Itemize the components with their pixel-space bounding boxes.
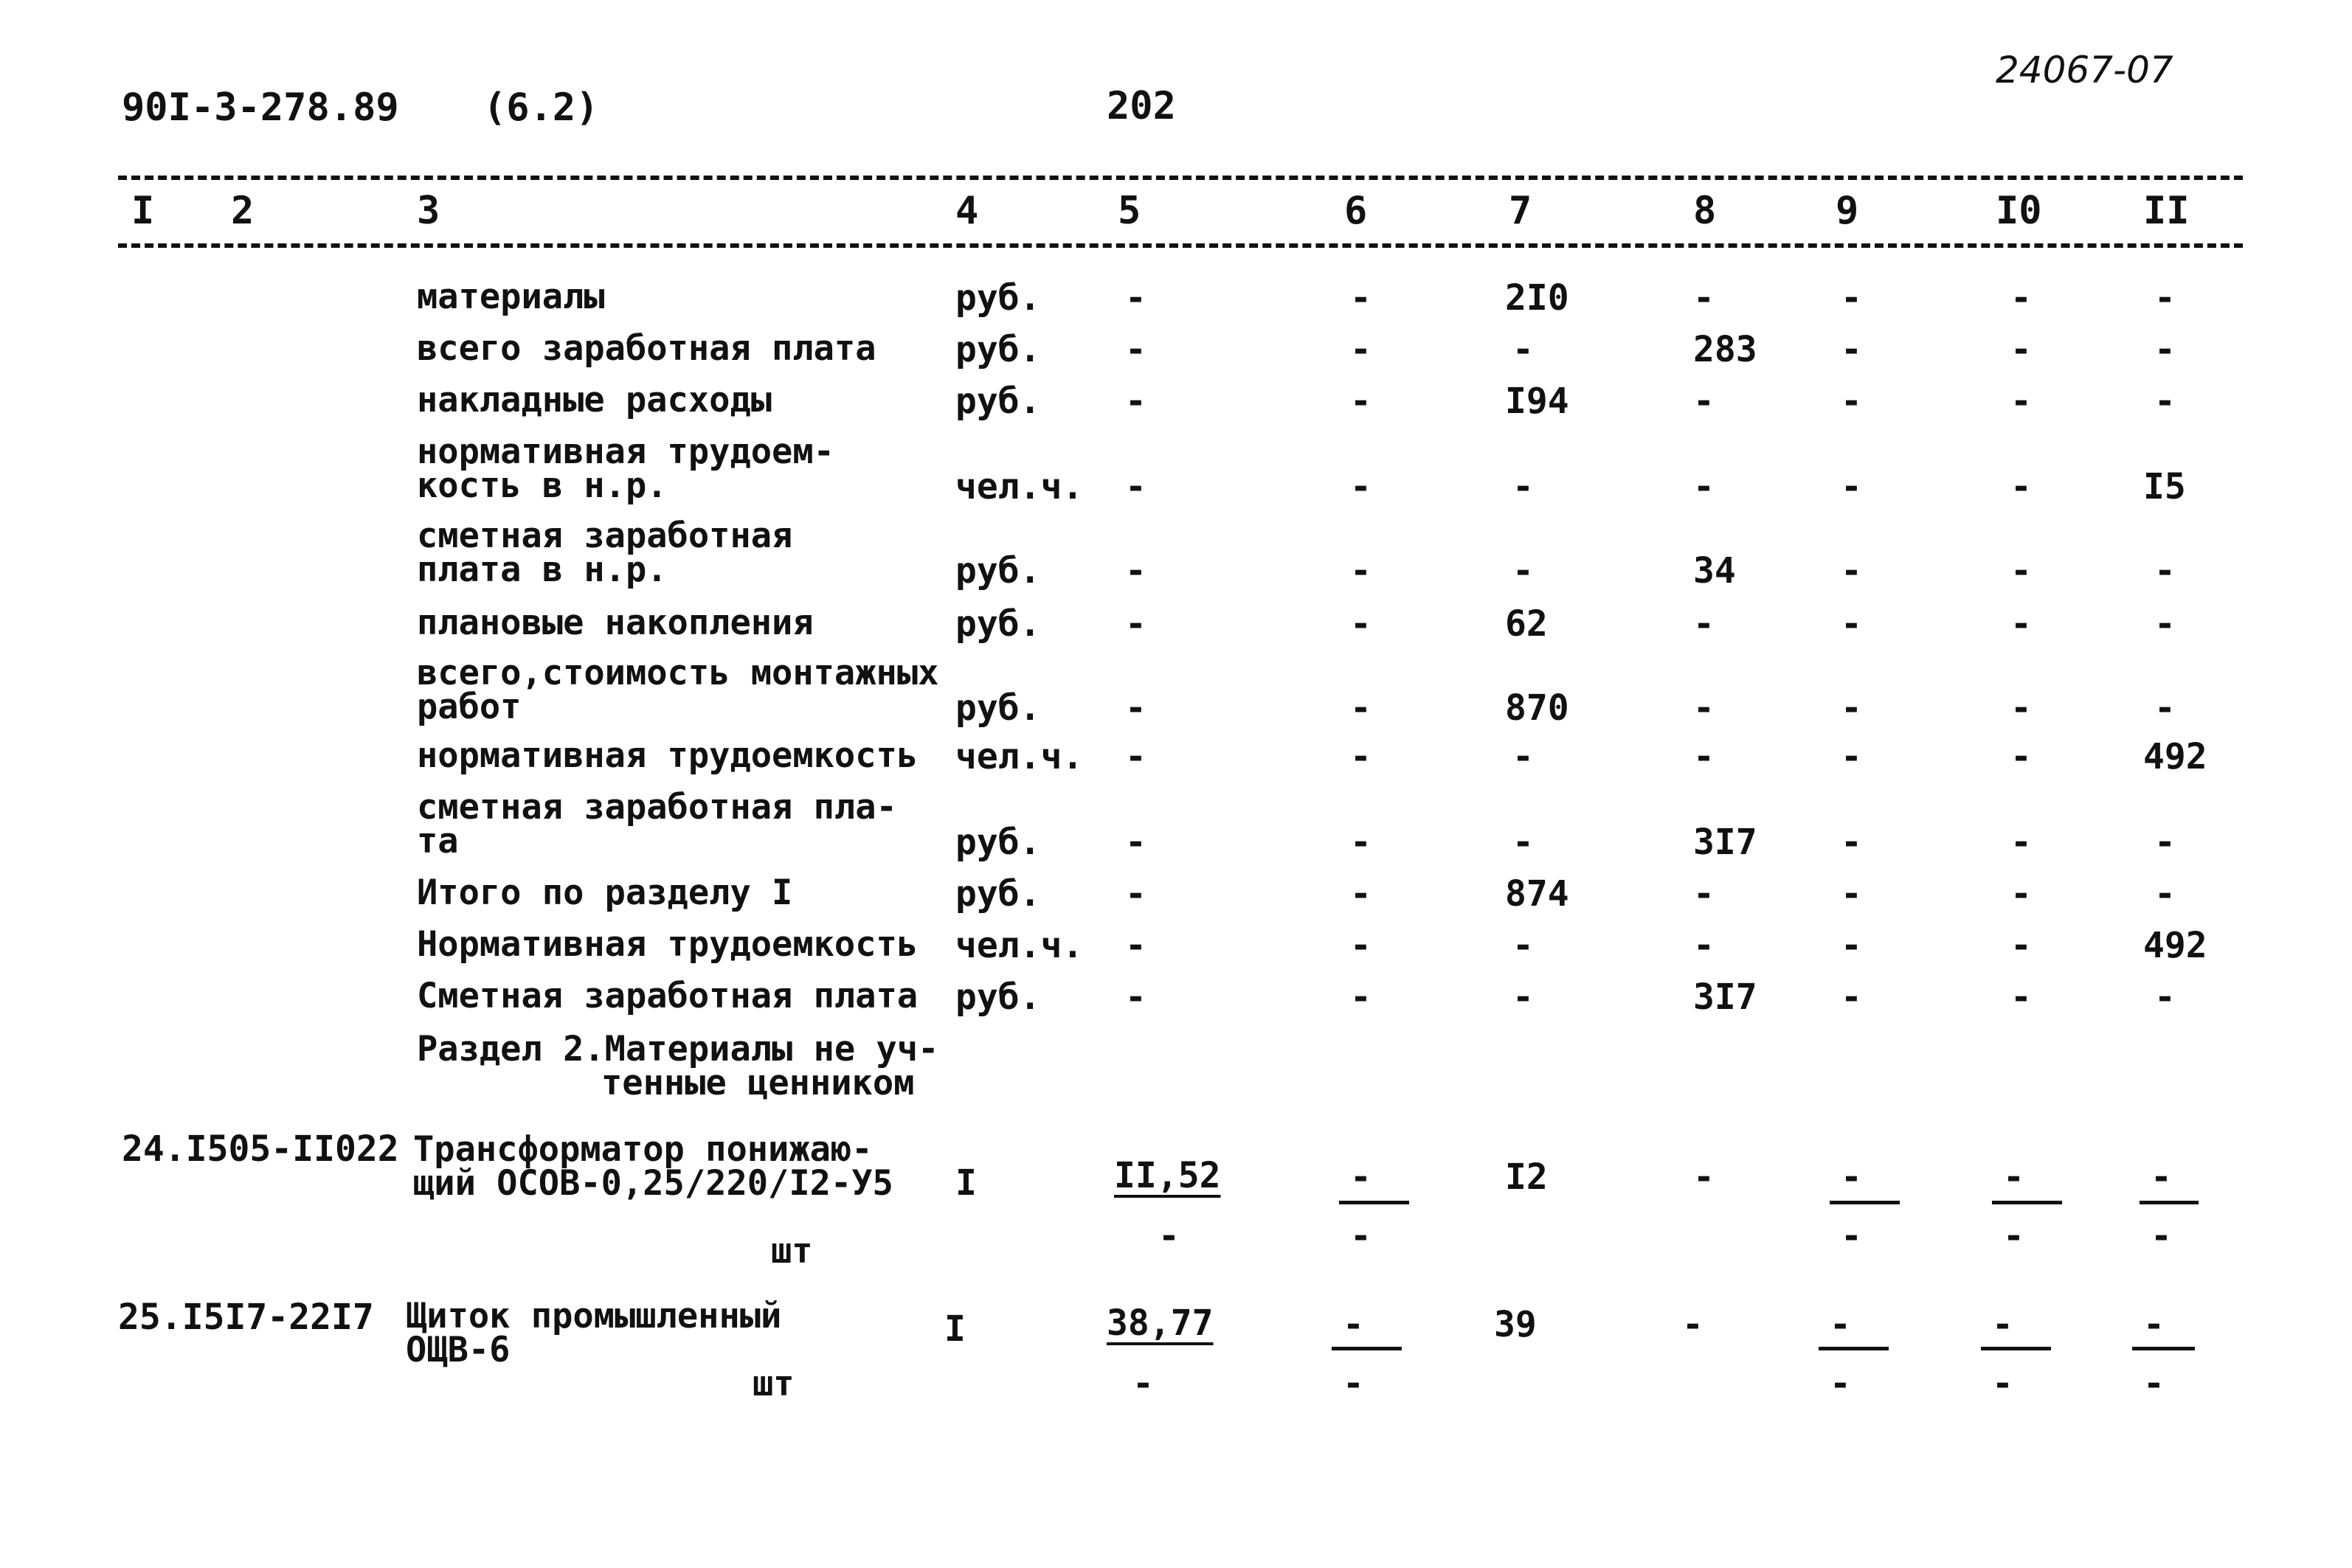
item-col6-top: - (1350, 1156, 1372, 1198)
item-col11-bottom: - (2143, 1363, 2165, 1404)
row-col6: - (1350, 687, 1372, 729)
row-col6: - (1350, 736, 1372, 777)
row-col8: - (1693, 277, 1715, 319)
item-col7: I2 (1505, 1156, 1548, 1198)
row-unit: руб. (955, 603, 1041, 645)
row-col7: - (1512, 822, 1534, 863)
column-number: 7 (1509, 189, 1532, 233)
row-col5: - (1125, 550, 1146, 592)
row-name-line1: всего,стоимость монтажных (417, 653, 939, 693)
row-name: Сметная заработная плата (417, 976, 919, 1016)
row-unit: руб. (955, 822, 1041, 863)
fraction-bar (1981, 1347, 2051, 1350)
row-col5: - (1125, 466, 1146, 507)
row-col8: 34 (1693, 550, 1736, 592)
header-rule-bottom (118, 243, 2243, 248)
item-col11-top: - (2143, 1304, 2165, 1345)
row-col9: - (1841, 550, 1862, 592)
row-col7: 62 (1505, 603, 1548, 645)
item-quantity: I (944, 1308, 966, 1350)
row-col11: - (2154, 873, 2176, 915)
fraction-bar (1332, 1347, 1402, 1350)
row-unit: руб. (955, 381, 1041, 422)
row-col8: - (1693, 736, 1715, 777)
row-col5: - (1125, 925, 1146, 966)
row-col11: - (2154, 687, 2176, 729)
column-number: I (131, 189, 155, 233)
row-col7: - (1512, 329, 1534, 370)
column-number: 6 (1344, 189, 1368, 233)
fraction-bar (1830, 1201, 1900, 1204)
row-col8: - (1693, 603, 1715, 645)
row-col6: - (1350, 277, 1372, 319)
row-col11: - (2154, 329, 2176, 370)
row-col9: - (1841, 466, 1862, 507)
row-name: материалы (417, 277, 605, 317)
row-name-line1: сметная заработная (417, 516, 793, 556)
row-col8: - (1693, 873, 1715, 915)
row-col10: - (2010, 976, 2032, 1018)
column-number: 2 (231, 189, 255, 233)
row-name: накладные расходы (417, 380, 772, 420)
item-unit: шт (771, 1231, 813, 1272)
row-col10: - (2010, 466, 2032, 507)
header-rule-top (118, 176, 2243, 180)
page-number: 202 (1107, 84, 1176, 128)
row-name: Нормативная трудоемкость (417, 924, 919, 965)
row-col10: - (2010, 277, 2032, 319)
row-name-line2: плата в н.р. (417, 549, 668, 590)
column-number: 3 (417, 189, 440, 233)
row-col10: - (2010, 873, 2032, 915)
row-col5: - (1125, 329, 1146, 370)
row-unit: чел.ч. (955, 925, 1084, 966)
row-col7: 2I0 (1505, 277, 1569, 319)
row-col11: 492 (2143, 925, 2207, 966)
row-col9: - (1841, 736, 1862, 777)
item-code: 25.I5I7-22I7 (118, 1297, 374, 1338)
row-col8: - (1693, 925, 1715, 966)
fraction-bar (1992, 1201, 2062, 1204)
row-col9: - (1841, 873, 1862, 915)
item-col10-bottom: - (2003, 1215, 2024, 1257)
item-col7: 39 (1494, 1304, 1537, 1345)
item-col10-top: - (2003, 1156, 2024, 1198)
item-col9-top: - (1830, 1304, 1851, 1345)
row-col8: 3I7 (1693, 976, 1757, 1018)
item-price-bottom: - (1132, 1363, 1154, 1404)
row-col11: - (2154, 603, 2176, 645)
column-number: 9 (1836, 189, 1859, 233)
row-col5: - (1125, 976, 1146, 1018)
row-col5: - (1125, 687, 1146, 729)
row-col7: I94 (1505, 381, 1569, 422)
item-col6-bottom: - (1350, 1215, 1372, 1257)
row-col6: - (1350, 976, 1372, 1018)
row-unit: руб. (955, 976, 1041, 1018)
row-col7: - (1512, 550, 1534, 592)
row-name-line2: та (417, 821, 459, 861)
row-col9: - (1841, 277, 1862, 319)
row-name: плановые накопления (417, 603, 814, 643)
item-col9-top: - (1841, 1156, 1862, 1198)
column-number: 8 (1693, 189, 1717, 233)
document-code: 90I-3-278.89 (122, 86, 399, 130)
column-number: II (2143, 189, 2190, 233)
item-col11-bottom: - (2151, 1215, 2172, 1257)
item-col10-top: - (1992, 1304, 2013, 1345)
item-name-line1: Трансформатор понижаю- (413, 1129, 873, 1170)
row-name-line1: нормативная трудоем- (417, 431, 834, 472)
row-col11: - (2154, 277, 2176, 319)
row-name-line2: работ (417, 687, 522, 727)
item-col10-bottom: - (1992, 1363, 2013, 1404)
row-unit: руб. (955, 873, 1041, 915)
row-col7: - (1512, 736, 1534, 777)
row-col9: - (1841, 603, 1862, 645)
item-col6-bottom: - (1343, 1363, 1364, 1404)
row-col10: - (2010, 822, 2032, 863)
row-col10: - (2010, 550, 2032, 592)
row-col6: - (1350, 329, 1372, 370)
row-col9: - (1841, 381, 1862, 422)
item-col11-top: - (2151, 1156, 2172, 1198)
row-col11: - (2154, 381, 2176, 422)
row-col10: - (2010, 925, 2032, 966)
item-col6-top: - (1343, 1304, 1364, 1345)
item-unit: шт (753, 1364, 795, 1404)
section-heading-line1: Раздел 2.Материалы не уч- (417, 1029, 939, 1069)
row-unit: чел.ч. (955, 736, 1084, 777)
row-col9: - (1841, 687, 1862, 729)
row-col6: - (1350, 925, 1372, 966)
fraction-bar (2140, 1201, 2199, 1204)
row-col5: - (1125, 736, 1146, 777)
row-unit: руб. (955, 687, 1041, 729)
row-col8: - (1693, 381, 1715, 422)
row-col10: - (2010, 381, 2032, 422)
row-col6: - (1350, 466, 1372, 507)
row-name-line2: кость в н.р. (417, 465, 668, 506)
item-price-top: II,52 (1114, 1155, 1221, 1196)
row-col11: - (2154, 550, 2176, 592)
row-col11: I5 (2143, 466, 2186, 507)
row-name: нормативная трудоемкость (417, 735, 919, 776)
row-col7: - (1512, 976, 1534, 1018)
row-col9: - (1841, 976, 1862, 1018)
item-price-top: 38,77 (1107, 1302, 1214, 1344)
section-heading-line2: тенные ценником (601, 1063, 915, 1103)
row-col7: 874 (1505, 873, 1569, 915)
fraction-bar (1819, 1347, 1889, 1350)
archive-stamp: 24067-07 (1996, 49, 2173, 91)
row-col7: 870 (1505, 687, 1569, 729)
item-quantity: I (955, 1162, 977, 1204)
fraction-bar (2132, 1347, 2195, 1350)
row-unit: руб. (955, 329, 1041, 370)
column-number: 5 (1118, 189, 1141, 233)
row-col9: - (1841, 925, 1862, 966)
item-name-line1: Щиток промышленный (406, 1296, 782, 1336)
column-number: I0 (1996, 189, 2042, 233)
row-col7: - (1512, 466, 1534, 507)
row-col6: - (1350, 873, 1372, 915)
row-col8: 3I7 (1693, 822, 1757, 863)
row-col7: - (1512, 925, 1534, 966)
row-col10: - (2010, 329, 2032, 370)
item-col9-bottom: - (1841, 1215, 1862, 1257)
document-part: (6.2) (483, 86, 599, 130)
row-col10: - (2010, 687, 2032, 729)
row-col8: 283 (1693, 329, 1757, 370)
row-unit: чел.ч. (955, 466, 1084, 507)
item-col9-bottom: - (1830, 1363, 1851, 1404)
row-name-line1: сметная заработная пла- (417, 787, 897, 828)
item-code: 24.I505-II022 (122, 1128, 399, 1170)
row-col11: 492 (2143, 736, 2207, 777)
row-col11: - (2154, 822, 2176, 863)
item-col8: - (1693, 1156, 1715, 1198)
row-col6: - (1350, 822, 1372, 863)
item-name-line2: щий ОСОВ-0,25/220/I2-У5 (413, 1163, 893, 1204)
row-col9: - (1841, 329, 1862, 370)
item-price-bottom: - (1158, 1215, 1180, 1257)
item-name-line2: ОЩВ-6 (406, 1330, 511, 1370)
row-col6: - (1350, 381, 1372, 422)
row-col5: - (1125, 277, 1146, 319)
fraction-bar (1339, 1201, 1409, 1204)
row-col10: - (2010, 603, 2032, 645)
row-unit: руб. (955, 550, 1041, 592)
row-col8: - (1693, 466, 1715, 507)
row-name: всего заработная плата (417, 328, 876, 369)
item-col8: - (1682, 1304, 1704, 1345)
column-number: 4 (955, 189, 979, 233)
row-unit: руб. (955, 277, 1041, 319)
row-col5: - (1125, 822, 1146, 863)
row-col8: - (1693, 687, 1715, 729)
row-col6: - (1350, 603, 1372, 645)
row-col9: - (1841, 822, 1862, 863)
row-col10: - (2010, 736, 2032, 777)
row-col5: - (1125, 603, 1146, 645)
row-col11: - (2154, 976, 2176, 1018)
row-name: Итого по разделу I (417, 873, 793, 913)
row-col5: - (1125, 873, 1146, 915)
row-col6: - (1350, 550, 1372, 592)
row-col5: - (1125, 381, 1146, 422)
